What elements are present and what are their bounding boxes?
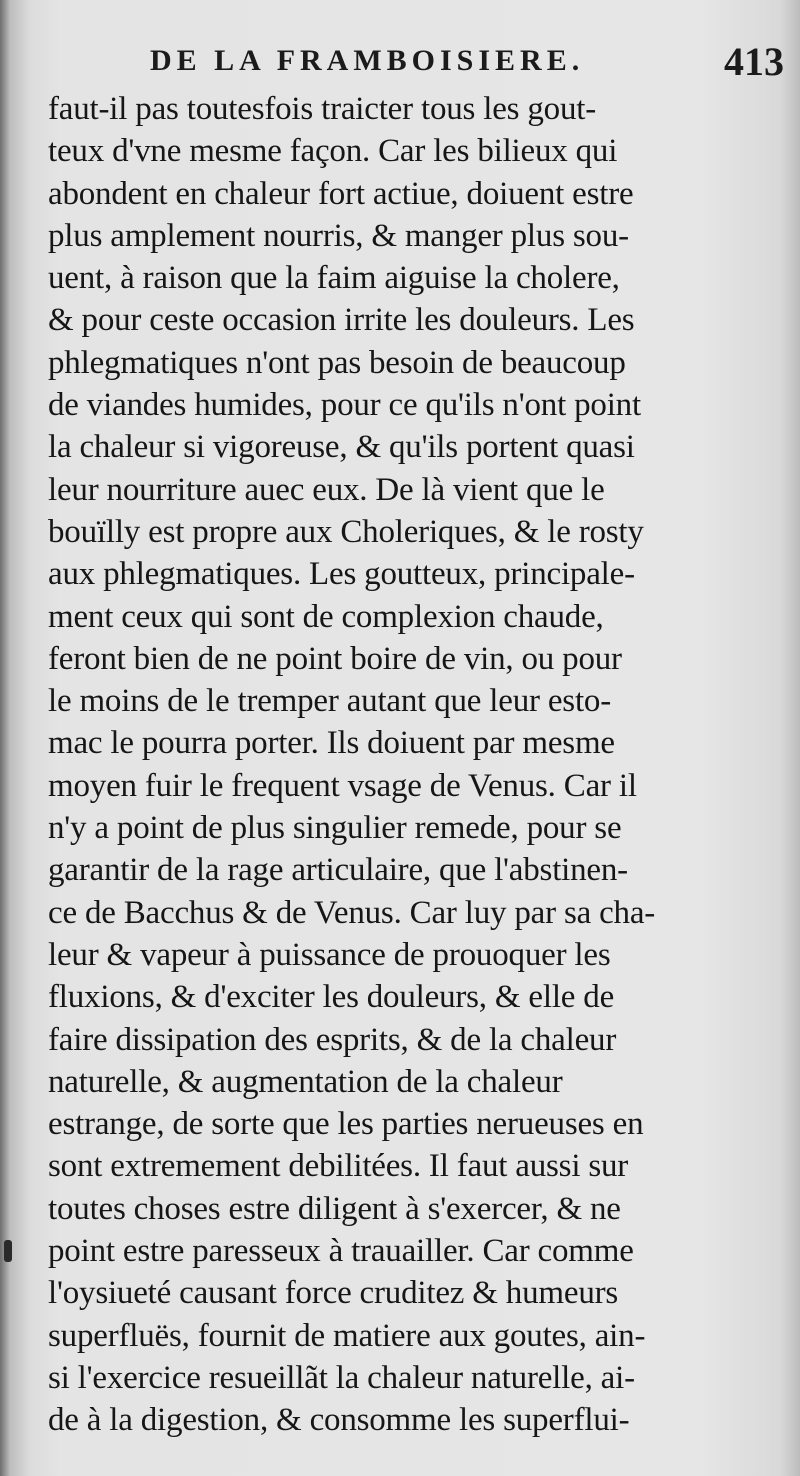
running-head: DE LA FRAMBOISIERE. (150, 44, 585, 77)
page-number: 413 (724, 39, 784, 84)
text-line: leur nourriture auec eux. De là vient que le (48, 471, 605, 508)
text-line: de à la digestion, & consomme les superflui- (48, 1402, 630, 1439)
text-line: fluxions, & d'exciter les douleurs, & elle de (48, 979, 615, 1016)
text-line: point estre paresseux à trauailler. Car comme (48, 1233, 634, 1270)
text-line: toutes choses estre diligent à s'exercer, & ne (48, 1190, 621, 1227)
text-line: sont extremement debilitées. Il faut aussi sur (48, 1148, 629, 1185)
text-line: bouïlly est propre aux Choleriques, & le rosty (48, 513, 644, 550)
page-header (150, 39, 790, 88)
text-line: aux phlegmatiques. Les goutteux, principale- (48, 556, 635, 593)
text-line: phlegmatiques n'ont pas besoin de beaucoup (48, 344, 626, 381)
text-line: ce de Bacchus & de Venus. Car luy par sa cha- (48, 894, 656, 931)
body-text (48, 88, 748, 1442)
text-line: de viandes humides, pour ce qu'ils n'ont point (48, 387, 641, 424)
text-line: uent, à raison que la faim aiguise la cholere, (48, 260, 620, 297)
text-line: abondent en chaleur fort actiue, doiuent estre (48, 175, 634, 212)
text-line: faire dissipation des esprits, & de la chaleur (48, 1021, 617, 1058)
text-line: faut-il pas toutesfois traicter tous les gout- (48, 91, 596, 127)
text-line: naturelle, & augmentation de la chaleur (48, 1063, 563, 1100)
text-line: moyen fuir le frequent vsage de Venus. Car il (48, 767, 637, 804)
text-line: leur & vapeur à puissance de prouoquer les (48, 936, 611, 973)
binding-shadow (4, 1240, 12, 1262)
text-line: mac le pourra porter. Ils doiuent par mesme (48, 725, 615, 762)
text-line: l'oysiueté causant force cruditez & humeurs (48, 1275, 619, 1312)
text-line: & pour ceste occasion irrite les douleurs. Les (48, 302, 635, 339)
text-line: garantir de la rage articulaire, que l'abstinen- (48, 852, 628, 889)
text-line: teux d'vne mesme façon. Car les bilieux qui (48, 133, 618, 170)
text-line: plus amplement nourris, & manger plus sou- (48, 217, 629, 254)
text-line: feront bien de ne point boire de vin, ou pour (48, 640, 622, 677)
text-line: n'y a point de plus singulier remede, pour se (48, 810, 622, 847)
text-line: superfluës, fournit de matiere aux goutes, ain- (48, 1317, 646, 1354)
text-line: le moins de le tremper autant que leur esto- (48, 683, 611, 720)
text-line: estrange, de sorte que les parties nerueuses en (48, 1106, 644, 1143)
text-line: si l'exercice resueillãt la chaleur naturelle, ai- (48, 1359, 635, 1396)
text-line: la chaleur si vigoreuse, & qu'ils portent quasi (48, 429, 635, 466)
text-line: ment ceux qui sont de complexion chaude, (48, 598, 604, 635)
